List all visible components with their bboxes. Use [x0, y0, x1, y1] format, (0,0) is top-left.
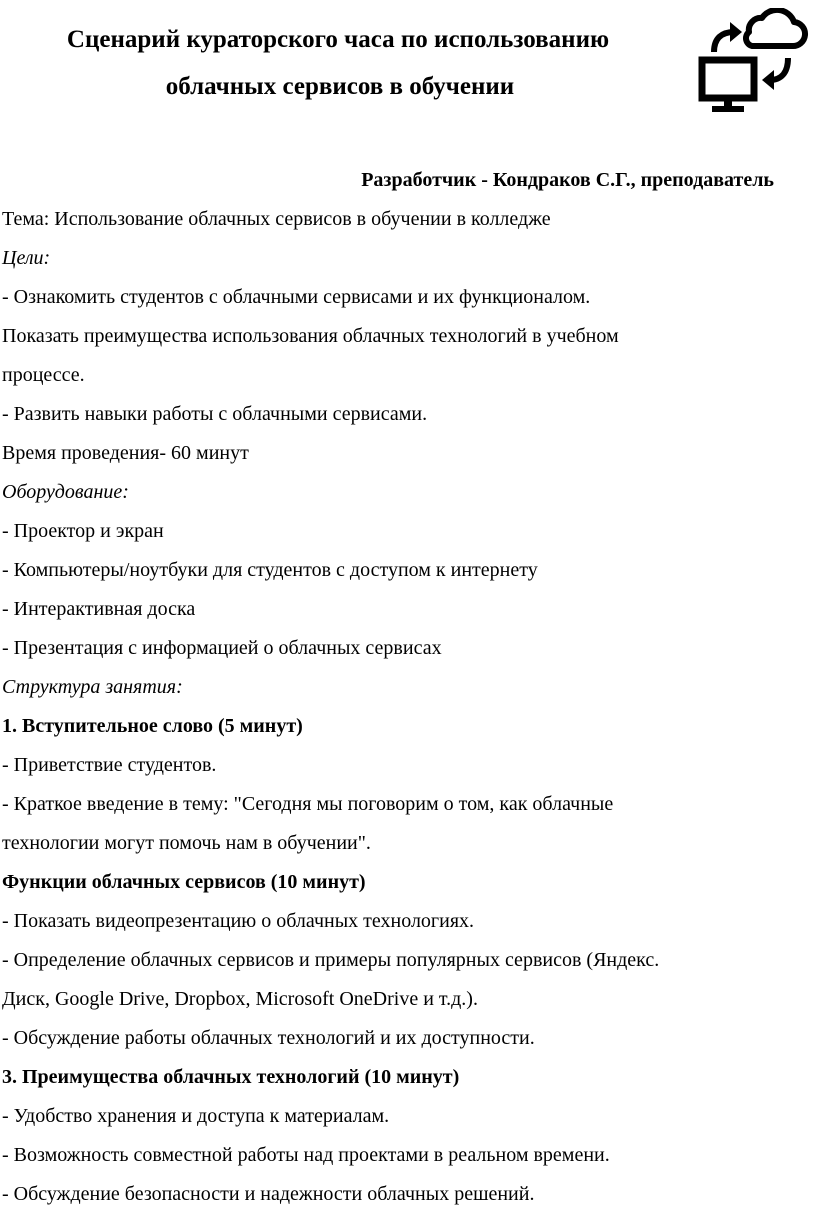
- paragraph-line: Показать преимущества использования облачных технологий в учебном: [2, 325, 619, 347]
- paragraph-line: - Удобство хранения и доступа к материалам.: [2, 1105, 390, 1127]
- paragraph-line: - Презентация с информацией о облачных сервисах: [2, 637, 442, 659]
- section-label: Оборудование:: [2, 481, 129, 503]
- paragraph-line: процессе.: [2, 364, 85, 386]
- author-line: Разработчик - Кондраков С.Г., преподаватель: [361, 169, 774, 191]
- section-heading: Функции облачных сервисов (10 минут): [2, 871, 366, 893]
- page-title-line-2: облачных сервисов в обучении: [165, 73, 515, 100]
- paragraph-line: технологии могут помочь нам в обучении".: [2, 832, 371, 854]
- paragraph-line: Диск, Google Drive, Dropbox, Microsoft OneDrive и т.д.).: [2, 988, 478, 1010]
- paragraph-line: Тема: Использование облачных сервисов в обучении в колледже: [2, 208, 551, 230]
- paragraph-line: - Возможность совместной работы над проектами в реальном времени.: [2, 1144, 610, 1166]
- paragraph-line: - Интерактивная доска: [2, 598, 196, 620]
- cloud-sync-computer-icon: [694, 8, 810, 118]
- document-body: [2, 203, 812, 1217]
- paragraph-line: - Приветствие студентов.: [2, 754, 217, 776]
- paragraph-line: - Проектор и экран: [2, 520, 164, 542]
- page-title-line-1: Сценарий кураторского часа по использованию: [66, 26, 610, 53]
- paragraph-line: - Краткое введение в тему: "Сегодня мы поговорим о том, как облачные: [2, 793, 614, 815]
- paragraph-line: - Обсуждение работы облачных технологий и их доступности.: [2, 1027, 535, 1049]
- paragraph-line: - Определение облачных сервисов и примеры популярных сервисов (Яндекс.: [2, 949, 660, 971]
- paragraph-line: - Компьютеры/ноутбуки для студентов с доступом к интернету: [2, 559, 538, 581]
- section-heading: 3. Преимущества облачных технологий (10 минут): [2, 1066, 460, 1088]
- paragraph-line: - Развить навыки работы с облачными сервисами.: [2, 403, 428, 425]
- section-heading: 1. Вступительное слово (5 минут): [2, 715, 303, 737]
- paragraph-line: Время проведения- 60 минут: [2, 442, 249, 464]
- section-label: Цели:: [2, 247, 51, 269]
- paragraph-line: - Обсуждение безопасности и надежности облачных решений.: [2, 1183, 535, 1205]
- paragraph-line: - Ознакомить студентов с облачными сервисами и их функционалом.: [2, 286, 591, 308]
- paragraph-line: - Показать видеопрезентацию о облачных технологиях.: [2, 910, 475, 932]
- section-label: Структура занятия:: [2, 676, 183, 698]
